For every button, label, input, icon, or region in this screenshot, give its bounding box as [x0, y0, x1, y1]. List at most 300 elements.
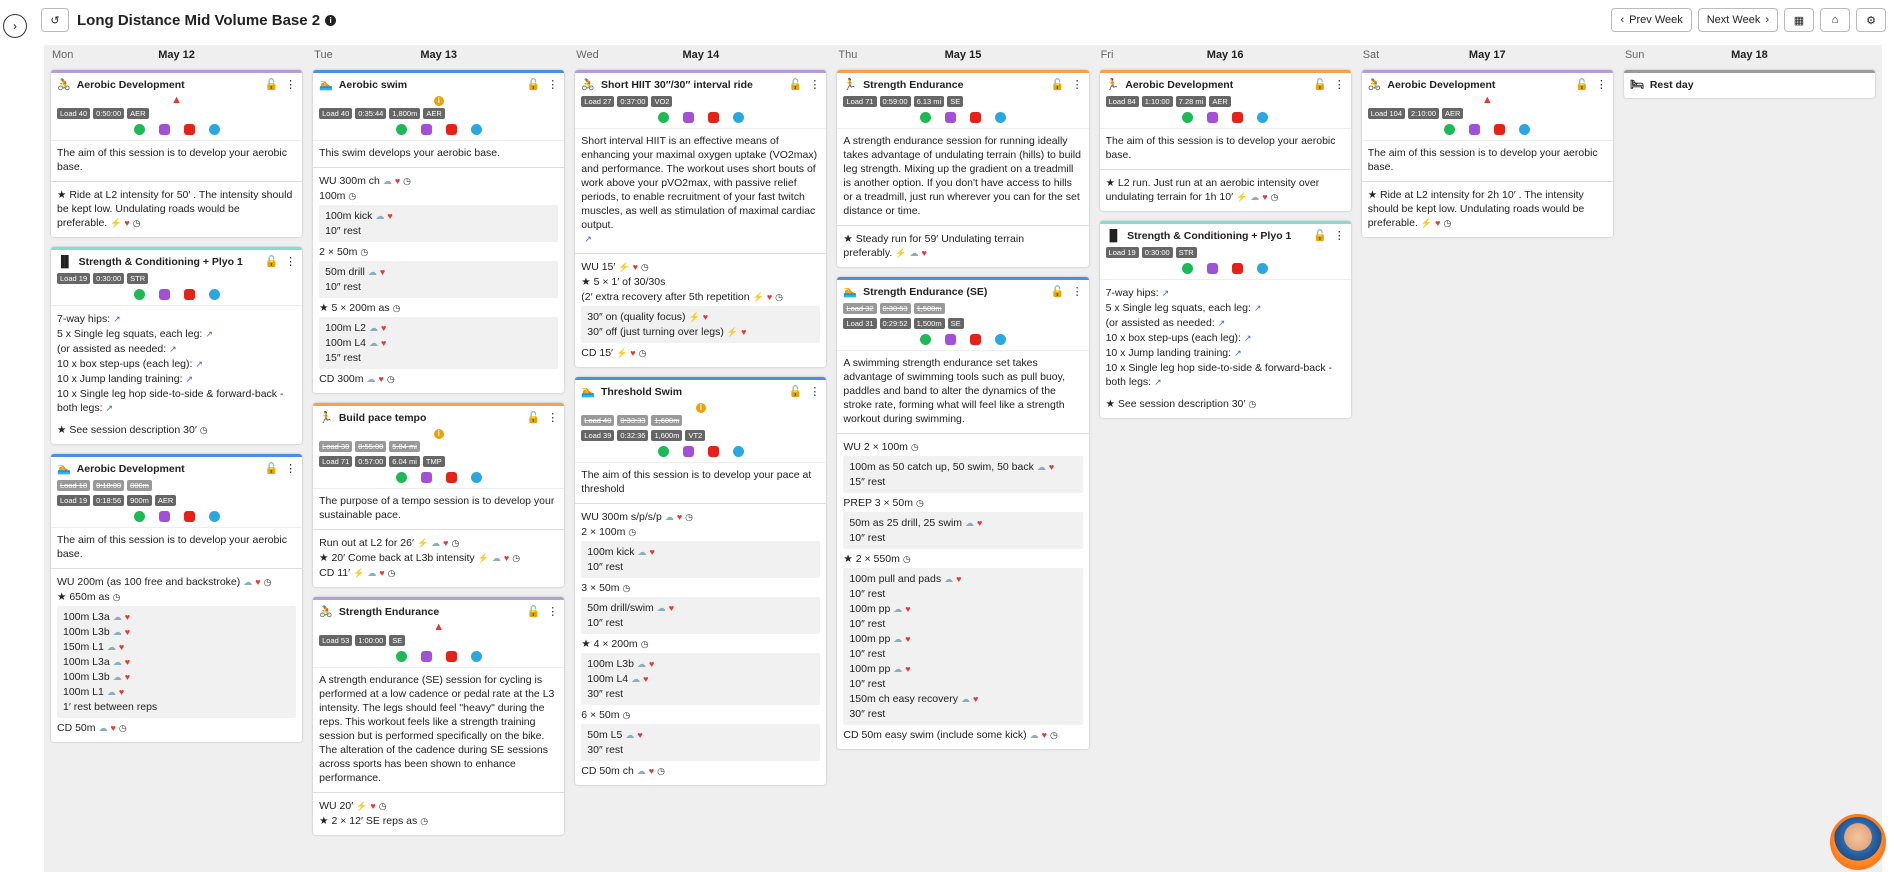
- step-text: PREP 3 × 50m: [843, 497, 913, 509]
- heart-icon: ♥: [668, 603, 675, 613]
- metric-badges: [837, 94, 1088, 109]
- swim-zone-icon: ☁: [431, 538, 441, 548]
- metric-badge: Load 104: [1368, 108, 1405, 119]
- more-icon[interactable]: ⋮: [1333, 230, 1345, 242]
- unlock-icon[interactable]: 🔓: [1313, 230, 1327, 242]
- swim-zone-icon: ☁: [369, 338, 379, 348]
- day-header: [1096, 45, 1355, 65]
- card-title[interactable]: Strength & Conditioning + Plyo 1: [1127, 229, 1292, 242]
- podcast-icon[interactable]: [733, 112, 744, 123]
- unlock-icon[interactable]: 🔓: [526, 606, 541, 618]
- spotify-icon[interactable]: [134, 511, 145, 522]
- youtube-icon[interactable]: [1232, 263, 1243, 274]
- workout-step: [849, 677, 1076, 691]
- workout-step: [63, 640, 290, 654]
- workout-steps: [575, 253, 826, 367]
- workout-step: [849, 572, 1076, 586]
- clock-icon: ◷: [378, 801, 387, 811]
- metric-badge: 0:50:00: [93, 108, 124, 119]
- next-week-button[interactable]: Next Week ›: [1698, 8, 1778, 32]
- youtube-icon[interactable]: [708, 112, 719, 123]
- youtube-icon[interactable]: [446, 472, 457, 483]
- more-icon[interactable]: ⋮: [1071, 286, 1083, 298]
- podcast-app-icon[interactable]: [421, 651, 432, 662]
- workout-steps: [837, 225, 1088, 267]
- step-text: (or assisted as needed:: [1105, 317, 1215, 329]
- external-link-icon[interactable]: ↗: [584, 234, 592, 244]
- day-name: Sat: [1362, 49, 1380, 61]
- workout-step: [57, 188, 296, 230]
- podcast-app-icon[interactable]: [159, 289, 170, 300]
- sport-icon: 🚴: [57, 79, 71, 91]
- metric-badges: [313, 633, 564, 648]
- workout-step: [587, 560, 814, 574]
- info-icon[interactable]: i: [434, 96, 444, 106]
- podcast-app-icon[interactable]: [421, 472, 432, 483]
- card-title[interactable]: Aerobic swim: [338, 78, 408, 91]
- media-links: [313, 469, 564, 488]
- settings-button[interactable]: [1856, 8, 1886, 32]
- swim-zone-icon: ☁: [112, 612, 122, 622]
- metric-badge: VO2: [651, 96, 672, 107]
- card-title[interactable]: Aerobic Development: [76, 462, 185, 475]
- lightning-icon: ⚡: [353, 568, 365, 578]
- youtube-icon[interactable]: [184, 124, 195, 135]
- workout-steps: [51, 568, 302, 742]
- youtube-icon[interactable]: [446, 124, 457, 135]
- clock-icon: ◷: [640, 639, 649, 649]
- workout-steps: [837, 433, 1088, 749]
- lightning-icon: ⚡: [895, 248, 907, 258]
- lightning-icon: ⚡: [618, 262, 630, 272]
- unlock-icon[interactable]: 🔓: [264, 256, 279, 268]
- spotify-icon[interactable]: [920, 112, 931, 123]
- metric-badge: 0:30:00: [1142, 247, 1173, 258]
- warning-row: [313, 621, 564, 633]
- workout-card[interactable]: [313, 597, 564, 835]
- swim-zone-icon: ☁: [112, 627, 122, 637]
- spotify-icon[interactable]: [396, 472, 407, 483]
- step-text: (or assisted as needed:: [57, 343, 167, 355]
- step-text: ★ See session description 30′: [57, 424, 197, 436]
- workout-step: [587, 601, 814, 615]
- heart-icon: ♥: [972, 694, 979, 704]
- heart-icon: ♥: [637, 730, 643, 740]
- heart-icon: ♥: [956, 574, 962, 584]
- youtube-icon[interactable]: [184, 511, 195, 522]
- spotify-icon[interactable]: [134, 289, 145, 300]
- unlock-icon[interactable]: 🔓: [788, 386, 803, 398]
- card-description: [1100, 128, 1351, 169]
- workout-steps: [313, 792, 564, 835]
- podcast-icon[interactable]: [995, 334, 1006, 345]
- metric-badges: [1100, 94, 1351, 109]
- spotify-icon[interactable]: [1182, 263, 1193, 274]
- workout-card[interactable]: [575, 70, 826, 367]
- workout-step: [843, 728, 1082, 742]
- workout-card[interactable]: [51, 454, 302, 742]
- youtube-icon[interactable]: [184, 289, 195, 300]
- swim-zone-icon: ☁: [491, 553, 501, 563]
- day-header: [833, 45, 1092, 65]
- youtube-icon[interactable]: [1494, 124, 1505, 135]
- more-icon[interactable]: ⋮: [809, 386, 821, 398]
- podcast-icon[interactable]: [209, 289, 220, 300]
- card-header: [575, 380, 826, 401]
- more-icon[interactable]: ⋮: [547, 412, 559, 424]
- swim-zone-icon: ☁: [664, 512, 674, 522]
- step-block: [843, 568, 1082, 725]
- more-icon[interactable]: ⋮: [285, 256, 297, 268]
- metric-badges: [51, 106, 302, 121]
- step-text: ★ 5 × 1′ of 30/30s: [581, 276, 666, 288]
- external-link-icon: ↗: [1253, 303, 1262, 313]
- workout-steps: [1100, 169, 1351, 211]
- podcast-icon[interactable]: [733, 446, 744, 457]
- step-text: ★ 20′ Come back at L3b intensity: [319, 552, 475, 564]
- card-description: [51, 140, 302, 181]
- step-text: 100m L4: [325, 337, 367, 349]
- podcast-icon[interactable]: [471, 651, 482, 662]
- workout-card[interactable]: [1362, 70, 1613, 237]
- unlock-icon[interactable]: 🔓: [526, 412, 541, 424]
- workout-card[interactable]: [313, 70, 564, 393]
- podcast-app-icon[interactable]: [159, 124, 170, 135]
- workout-step: [587, 310, 814, 324]
- spotify-icon[interactable]: [396, 124, 407, 135]
- warning-icon[interactable]: ▲: [1481, 94, 1493, 106]
- card-title[interactable]: Rest day: [1649, 78, 1694, 91]
- metric-badge: Load 84: [1106, 96, 1139, 107]
- unlock-icon[interactable]: 🔓: [526, 79, 541, 91]
- step-text: WU 300m s/p/s/p: [581, 511, 662, 523]
- clock-icon: ◷: [420, 816, 429, 826]
- warning-icon[interactable]: ▲: [433, 621, 445, 633]
- heart-icon: ♥: [443, 538, 449, 548]
- step-text: ★ 650m as: [57, 591, 110, 603]
- step-text: Run out at L2 for 26′: [319, 537, 414, 549]
- clock-icon: ◷: [512, 553, 521, 563]
- unlock-icon[interactable]: 🔓: [1050, 286, 1065, 298]
- workout-step: [581, 260, 820, 274]
- workout-step: [1106, 176, 1345, 204]
- card-title[interactable]: Short HIIT 30″/30″ interval ride: [600, 78, 753, 91]
- podcast-icon[interactable]: [1519, 124, 1530, 135]
- heart-icon: ♥: [378, 374, 384, 384]
- card-title[interactable]: Threshold Swim: [600, 385, 683, 398]
- workout-step: [581, 290, 820, 304]
- sport-icon: 🚴: [581, 79, 595, 91]
- swim-zone-icon: ☁: [112, 672, 122, 682]
- external-link-icon: ↗: [1217, 318, 1226, 328]
- swim-zone-icon: ☁: [106, 687, 116, 697]
- unlock-icon[interactable]: 🔓: [1050, 79, 1065, 91]
- spotify-icon[interactable]: [1444, 124, 1455, 135]
- podcast-app-icon[interactable]: [945, 112, 956, 123]
- workout-card[interactable]: [1100, 70, 1351, 211]
- card-title[interactable]: Strength Endurance: [338, 605, 440, 618]
- card-description: [313, 488, 564, 529]
- podcast-app-icon[interactable]: [683, 112, 694, 123]
- unlock-icon[interactable]: 🔓: [788, 79, 803, 91]
- lightning-icon: ⚡: [356, 801, 368, 811]
- clock-icon: ◷: [910, 442, 919, 452]
- card-title[interactable]: Strength Endurance (SE): [863, 285, 988, 298]
- workout-card[interactable]: [51, 247, 302, 444]
- step-text: 6 × 50m: [581, 709, 620, 721]
- heart-icon: ♥: [503, 553, 510, 563]
- media-links: [51, 286, 302, 305]
- card-description: [313, 667, 564, 792]
- metric-badge: 1,600m: [651, 415, 682, 426]
- youtube-icon[interactable]: [708, 446, 719, 457]
- metric-badge: 0:37:00: [617, 96, 648, 107]
- more-icon[interactable]: ⋮: [1595, 79, 1607, 91]
- day-column-sat: [1358, 45, 1617, 872]
- description-text: The aim of this session is to develop your pace at threshold: [581, 469, 812, 495]
- workout-step: [57, 423, 296, 437]
- card-description: [1362, 140, 1613, 181]
- unlock-icon[interactable]: 🔓: [1575, 79, 1589, 91]
- media-links: [1362, 121, 1613, 140]
- spotify-icon[interactable]: [134, 124, 145, 135]
- podcast-app-icon[interactable]: [1207, 263, 1218, 274]
- clock-icon: ◷: [112, 592, 121, 602]
- swim-zone-icon: ☁: [243, 577, 253, 587]
- workout-step: [63, 670, 290, 684]
- clock-icon: ◷: [622, 710, 631, 720]
- podcast-icon[interactable]: [1257, 112, 1268, 123]
- day-header: [571, 45, 830, 65]
- warning-row: [313, 427, 564, 439]
- step-block: [319, 261, 558, 298]
- step-block: [57, 606, 296, 718]
- workout-step: [849, 475, 1076, 489]
- description-text: The aim of this session is to develop your aerobic base.: [57, 147, 287, 173]
- unlock-icon[interactable]: 🔓: [264, 79, 279, 91]
- heart-icon: ♥: [255, 577, 261, 587]
- podcast-app-icon[interactable]: [1207, 112, 1218, 123]
- lightning-icon: ⚡: [616, 348, 628, 358]
- card-title[interactable]: Aerobic Development: [1387, 78, 1496, 91]
- youtube-icon[interactable]: [446, 651, 457, 662]
- info-icon[interactable]: i: [325, 15, 336, 26]
- heart-icon: ♥: [1048, 462, 1055, 472]
- more-icon[interactable]: ⋮: [547, 606, 559, 618]
- step-text: 100m kick: [587, 546, 635, 558]
- heart-icon: ♥: [643, 674, 649, 684]
- step-block: [843, 512, 1082, 549]
- more-icon[interactable]: ⋮: [1071, 79, 1083, 91]
- step-text: 30″ rest: [587, 744, 624, 756]
- podcast-icon[interactable]: [471, 124, 482, 135]
- metric-badge: 6.13 mi: [914, 96, 945, 107]
- swim-zone-icon: ☁: [1250, 192, 1260, 202]
- workout-step: [581, 525, 820, 539]
- workout-step: [581, 581, 820, 595]
- card-title[interactable]: Build pace tempo: [338, 411, 427, 424]
- podcast-icon[interactable]: [471, 472, 482, 483]
- workout-step: [1106, 346, 1345, 360]
- media-links: [51, 508, 302, 527]
- more-icon[interactable]: ⋮: [285, 463, 297, 475]
- step-text: CD 15′: [581, 347, 614, 359]
- podcast-app-icon[interactable]: [421, 124, 432, 135]
- workout-step: [319, 799, 558, 813]
- more-icon[interactable]: ⋮: [1333, 79, 1345, 91]
- day-name: Tue: [314, 49, 333, 61]
- workout-step: [849, 707, 1076, 721]
- more-icon[interactable]: ⋮: [809, 79, 821, 91]
- media-links: [575, 109, 826, 128]
- workout-card[interactable]: [1624, 70, 1875, 98]
- top-bar: [41, 8, 1886, 32]
- workout-card[interactable]: [51, 70, 302, 237]
- lightning-icon: ⚡: [477, 553, 489, 563]
- step-text: 10 x box step-ups (each leg):: [57, 358, 193, 370]
- workout-step: [325, 280, 552, 294]
- day-date: May 12: [158, 49, 195, 61]
- day-cards: [1620, 65, 1879, 98]
- podcast-icon[interactable]: [209, 511, 220, 522]
- heart-icon: ♥: [649, 547, 655, 557]
- workout-card[interactable]: [837, 277, 1088, 749]
- swim-zone-icon: ☁: [375, 211, 385, 221]
- swim-zone-icon: ☁: [625, 730, 635, 740]
- metric-badge: STR: [1176, 247, 1197, 258]
- info-icon[interactable]: i: [434, 429, 444, 439]
- heart-icon: ♥: [118, 642, 125, 652]
- card-header: [575, 73, 826, 94]
- card-title[interactable]: Strength & Conditioning + Plyo 1: [78, 255, 243, 268]
- workout-card[interactable]: [1100, 221, 1351, 418]
- more-icon[interactable]: ⋮: [547, 79, 559, 91]
- spotify-icon[interactable]: [658, 112, 669, 123]
- card-title[interactable]: Aerobic Development: [76, 78, 185, 91]
- podcast-app-icon[interactable]: [159, 511, 170, 522]
- card-description: [575, 128, 826, 253]
- coach-avatar[interactable]: [1830, 814, 1886, 870]
- spotify-icon[interactable]: [1182, 112, 1193, 123]
- workout-step: [319, 174, 558, 188]
- metric-badge: Load 19: [1106, 247, 1139, 258]
- youtube-icon[interactable]: [1232, 112, 1243, 123]
- workout-card[interactable]: [837, 70, 1088, 267]
- podcast-icon[interactable]: [1257, 263, 1268, 274]
- metric-badge: Load 40: [57, 108, 90, 119]
- prev-week-button[interactable]: ‹ Prev Week: [1611, 8, 1691, 32]
- info-icon[interactable]: i: [696, 403, 706, 413]
- workout-step: [1106, 331, 1345, 345]
- workout-step: [843, 440, 1082, 454]
- step-text: 50m as 25 drill, 25 swim: [849, 517, 963, 529]
- spotify-icon[interactable]: [396, 651, 407, 662]
- workout-step: [581, 708, 820, 722]
- step-text: 10″ rest: [849, 678, 886, 690]
- step-block: [319, 317, 558, 369]
- youtube-icon[interactable]: [970, 112, 981, 123]
- step-text: 100m L4: [587, 673, 629, 685]
- swim-zone-icon: ☁: [631, 674, 641, 684]
- lightning-icon: ⚡: [726, 327, 739, 337]
- podcast-app-icon[interactable]: [1469, 124, 1480, 135]
- more-icon[interactable]: ⋮: [285, 79, 297, 91]
- day-cards: [309, 65, 568, 835]
- podcast-icon[interactable]: [995, 112, 1006, 123]
- workout-card[interactable]: [575, 377, 826, 785]
- workout-step: [63, 610, 290, 624]
- media-links: [313, 648, 564, 667]
- workout-step: [57, 575, 296, 589]
- podcast-app-icon[interactable]: [683, 446, 694, 457]
- warning-row: [313, 94, 564, 106]
- swim-zone-icon: ☁: [944, 574, 954, 584]
- clock-icon: ◷: [775, 292, 784, 302]
- metric-badges: [1362, 106, 1613, 121]
- step-text: 10″ rest: [849, 648, 886, 660]
- step-text: 50m drill: [325, 266, 365, 278]
- heart-icon: ♥: [1262, 192, 1268, 202]
- workout-step: [325, 321, 552, 335]
- metric-badge: 1,600m: [651, 430, 682, 441]
- clock-icon: ◷: [622, 583, 631, 593]
- metric-badge: STR: [127, 273, 148, 284]
- warning-icon[interactable]: ▲: [171, 94, 183, 106]
- unlock-icon[interactable]: 🔓: [1313, 79, 1327, 91]
- step-block: [319, 205, 558, 242]
- calendar-view-button[interactable]: [1784, 8, 1814, 32]
- swim-zone-icon: ☁: [1036, 462, 1046, 472]
- step-text: ★ Steady run for 59′ Undulating terrain preferably.: [843, 233, 1025, 259]
- podcast-app-icon[interactable]: [945, 334, 956, 345]
- step-text: 10″ rest: [325, 281, 361, 293]
- reset-button[interactable]: [41, 8, 69, 32]
- workout-step: [63, 700, 290, 714]
- heart-icon: ♥: [630, 348, 636, 358]
- clock-icon: ◷: [386, 374, 395, 384]
- step-text: 50m drill/swim: [587, 602, 654, 614]
- card-header: [313, 73, 564, 94]
- workout-card[interactable]: [313, 403, 564, 587]
- podcast-icon[interactable]: [209, 124, 220, 135]
- card-actions: [527, 605, 559, 618]
- unlock-icon[interactable]: 🔓: [264, 463, 279, 475]
- swim-zone-icon: ☁: [367, 568, 377, 578]
- day-date: May 15: [944, 49, 982, 61]
- day-cards: [1096, 65, 1355, 418]
- sidebar-toggle-button[interactable]: ›: [3, 14, 27, 38]
- workout-step: [1106, 397, 1345, 411]
- heart-icon: ♥: [905, 634, 911, 644]
- step-block: [581, 541, 820, 578]
- workout-steps: [1362, 181, 1613, 237]
- youtube-icon[interactable]: [970, 334, 981, 345]
- step-text: 10″ rest: [587, 617, 624, 629]
- metric-badge: AER: [155, 495, 176, 506]
- card-title[interactable]: Strength Endurance: [863, 78, 964, 91]
- spotify-icon[interactable]: [920, 334, 931, 345]
- metric-badge: 7.28 mi: [1176, 96, 1207, 107]
- description-text: A strength endurance session for running ideally takes advantage of undulating terrain (hills) to build leg strength. Mixing up the gradient on a treadmill is another option. If you don't have access to hills or a treadmill, just run wherever you can for the set distance or time.: [843, 135, 1081, 217]
- metric-badge: 900m: [127, 495, 152, 506]
- home-button[interactable]: [1820, 8, 1850, 32]
- heart-icon: ♥: [124, 612, 131, 622]
- card-title[interactable]: Aerobic Development: [1125, 78, 1234, 91]
- metric-badge: Load 27: [581, 96, 614, 107]
- workout-step: [325, 224, 552, 238]
- spotify-icon[interactable]: [658, 446, 669, 457]
- day-header: [1358, 45, 1617, 65]
